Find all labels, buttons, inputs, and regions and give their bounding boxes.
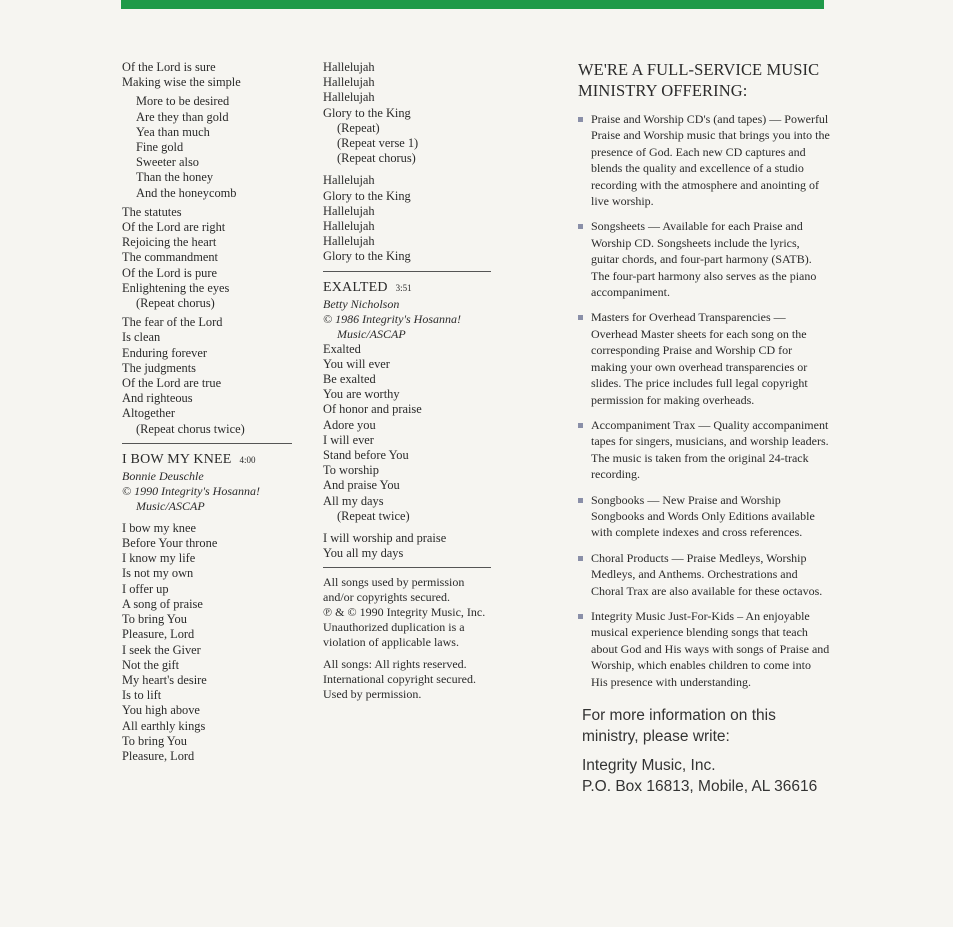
lyric-line: Enduring forever [122,345,207,360]
lyric-line: Of honor and praise [323,402,422,417]
lyric-line: I bow my knee [122,520,196,535]
lyric-line: (Repeat) [337,120,380,135]
offering-item [578,111,830,209]
lyric-line: Hallelujah [323,234,375,249]
more-info-line-1: For more information on this [582,707,776,724]
lyric-line: The fear of the Lord [122,315,223,330]
lyric-line: My heart's desire [122,672,207,687]
divider [323,271,491,272]
lyric-line: And praise You [323,478,400,493]
offering-item [578,492,830,541]
lyric-line: Exalted [323,341,361,356]
offering-list [578,111,830,690]
square-bullet-icon [578,224,583,229]
offering-item [578,417,830,483]
lyric-line: Than the honey [136,170,214,185]
song-copyright-publisher: Music/ASCAP [337,326,406,341]
lyric-line: You all my days [323,546,404,561]
lyric-group [122,60,292,90]
notice-line: violation of applicable laws. [323,635,459,650]
divider [323,567,491,568]
lyric-line: Be exalted [323,372,376,387]
lyric-line: Of the Lord is pure [122,265,217,280]
lyric-line: Making wise the simple [122,75,241,90]
rights-notice [323,657,491,702]
top-green-bar [121,0,824,9]
lyric-line: Of the Lord are right [122,220,226,235]
square-bullet-icon [578,315,583,320]
lyric-line: Pleasure, Lord [122,627,195,642]
lyric-line: Hallelujah [323,203,375,218]
address-street: P.O. Box 16813, Mobile, AL 36616 [582,778,818,795]
lyric-line: Yea than much [136,124,210,139]
lyrics-column-1 [122,60,292,764]
notice-line: Used by permission. [323,687,422,702]
lyric-line: Sweeter also [136,155,199,170]
song-duration: 3:51 [395,282,412,293]
lyric-line: Before Your throne [122,536,218,551]
lyric-line: Is not my own [122,566,194,581]
offering-text: Choral Products — Praise Medleys, Worship Medleys, and Anthems. Orchestrations and Choral Trax are also available for these octavos. [591,550,823,598]
lyric-line: Not the gift [122,657,180,672]
song-title: I BOW MY KNEE 4:00 [122,451,256,467]
address-name: Integrity Music, Inc. [582,757,716,774]
lyric-group [323,342,491,524]
lyric-line: Hallelujah [323,219,375,234]
lyric-group [122,315,292,437]
lyric-line: Of the Lord is sure [122,60,216,74]
offering-text: Integrity Music Just-For-Kids – An enjoyable musical experience blending songs that teach about God and His ways with songs of Praise and Worship, which enables children to come into His presence with understanding. [591,608,830,689]
lyric-line: Pleasure, Lord [122,748,195,763]
square-bullet-icon [578,117,583,122]
lyric-line: Hallelujah [323,75,375,90]
lyric-line: Fine gold [136,140,184,155]
lyric-line: Stand before You [323,448,409,463]
lyric-line: I know my life [122,551,196,566]
lyric-line: (Repeat chorus twice) [136,421,245,436]
ministry-heading: WE'RE A FULL-SERVICE MUSIC MINISTRY OFFERING: [578,60,820,100]
offering-item [578,608,830,690]
notice-line: All songs: All rights reserved. [323,657,467,672]
lyric-group [122,521,292,764]
song-title: EXALTED 3:51 [323,279,412,295]
lyric-line: (Repeat verse 1) [337,136,419,151]
lyric-line: To worship [323,463,379,478]
lyric-line: (Repeat chorus) [136,296,215,311]
lyric-line: Hallelujah [323,60,375,74]
lyric-line: I seek the Giver [122,642,201,657]
notice-line: ℗ & © 1990 Integrity Music, Inc. [323,605,486,620]
lyric-line: Rejoicing the heart [122,235,217,250]
lyric-line: The statutes [122,204,182,219]
square-bullet-icon [578,498,583,503]
lyric-group [323,531,491,561]
lyric-line: The judgments [122,360,196,375]
lyric-group [323,60,491,166]
notice-line: All songs used by permission [323,575,465,590]
notice-line: International copyright secured. [323,672,476,687]
lyric-line: Enlightening the eyes [122,280,230,295]
lyric-line: Hallelujah [323,90,375,105]
song-copyright: © 1986 Integrity's Hosanna! [323,311,462,326]
lyric-line: Adore you [323,417,376,432]
square-bullet-icon [578,614,583,619]
notice-line: and/or copyrights secured. [323,590,450,605]
song-copyright: © 1990 Integrity's Hosanna! [122,483,261,498]
offering-text: Praise and Worship CD's (and tapes) — Powerful Praise and Worship music that brings you into the presence of God. Each new CD captures and blends the quality and excellence of a studio recording with the atmosphere and anointing of live worship. [591,112,830,209]
lyric-line: (Repeat twice) [337,508,410,523]
lyric-line: Hallelujah [323,173,375,188]
lyric-line: You high above [122,703,200,718]
copyright-notice [323,575,491,650]
lyric-line: Is clean [122,330,161,345]
lyric-group [122,94,292,200]
lyric-line: More to be desired [136,94,230,109]
lyric-line: (Repeat chorus) [337,151,416,166]
lyric-line: Glory to the King [323,105,411,120]
lyric-line: Is to lift [122,688,162,703]
lyrics-column-2 [323,60,491,702]
more-info-line-2: ministry, please write: [582,728,730,745]
lyric-line: I offer up [122,581,169,596]
ministry-column [578,60,830,797]
offering-item [578,550,830,599]
lyric-line: Altogether [122,406,175,421]
offering-text: Masters for Overhead Transparencies — Overhead Master sheets for each song on the corresponding Praise and Worship CD for making your own overhead transparencies or slides. The price includes full legal copyright permission for making overheads. [591,310,808,407]
lyric-line: A song of praise [122,596,203,611]
song-copyright-publisher: Music/ASCAP [136,498,205,513]
offering-item [578,309,830,407]
lyric-line: You will ever [323,356,390,371]
offering-text: Songbooks — New Praise and Worship Songbooks and Words Only Editions available with complete indexes and cross references. [591,492,815,540]
lyric-line: All my days [323,493,384,508]
square-bullet-icon [578,556,583,561]
offering-text: Songsheets — Available for each Praise and Worship CD. Songsheets include the lyrics, guitar chords, and four-part harmony (SATB). The four-part harmony also serves as the piano accompaniment. [591,219,817,300]
song-author: Bonnie Deuschle [122,468,204,483]
lyric-line: Of the Lord are true [122,376,222,391]
lyric-line: I will ever [323,432,374,447]
lyric-line: I will worship and praise [323,531,447,546]
lyric-line: To bring You [122,733,187,748]
song-author: Betty Nicholson [323,296,400,311]
lyric-line: The commandment [122,250,218,265]
divider [122,443,292,444]
lyric-line: Glory to the King [323,188,411,203]
lyric-group [323,173,491,264]
offering-text: Accompaniment Trax — Quality accompaniment tapes for singers, musicians, and worship leaders. The music is taken from the original 24-track recording. [591,417,829,482]
lyric-line: And righteous [122,391,193,406]
lyric-group [122,205,292,311]
lyric-line: Glory to the King [323,249,411,264]
lyric-line: And the honeycomb [136,185,237,200]
notice-line: Unauthorized duplication is a [323,620,465,635]
square-bullet-icon [578,423,583,428]
song-duration: 4:00 [239,454,256,465]
lyric-line: You are worthy [323,387,400,402]
offering-item [578,218,830,300]
lyric-line: All earthly kings [122,718,206,733]
lyric-line: Are they than gold [136,109,229,124]
lyric-line: To bring You [122,612,187,627]
